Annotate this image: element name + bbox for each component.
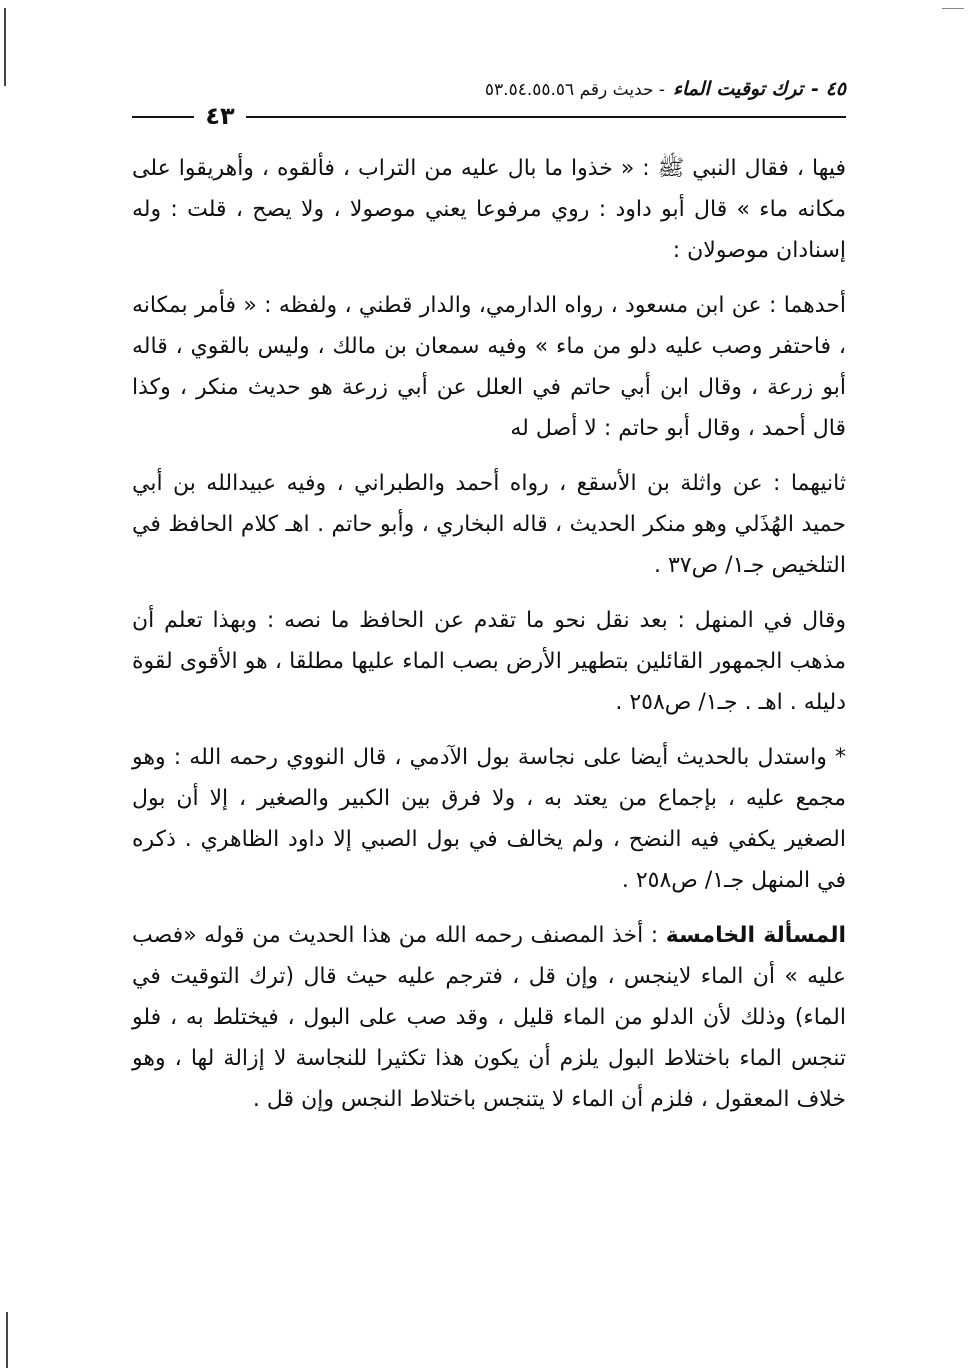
header-section-title: ترك توقيت الماء (673, 78, 804, 100)
paragraph-text: فيها ، فقال النبي ﷺ : « خذوا ما بال عليه من التراب ، فألقوه ، وأهريقوا على مكانه ماء » قال أبو داود : روي مرفوعا يعني موصولا ، ولا يصح ، قلت : وله إسنادان موصولان : (132, 156, 846, 263)
paragraph (132, 600, 846, 723)
paragraph (132, 285, 846, 449)
header-hadith-label: - حديث رقم ٥٣.٥٤.٥٥.٥٦ (484, 80, 666, 100)
page-number: ٤٣ (194, 102, 246, 130)
paragraph-text: : أخذ المصنف رحمه الله من هذا الحديث من قوله «فصب عليه » أن الماء لاينجس ، وإن قل ، فترجم عليه حيث قال (ترك التوقيت في الماء) وذلك لأن الدلو من الماء قليل ، وقد صب على البول ، فيختلط به ، فلو تنجس الماء باختلاط البول يلزم أن يكون هذا تكثيرا للنجاسة لا إزالة لها ، وهو خلاف المعقول ، فلزم أن الماء لا يتنجس باختلاط النجس وإن قل . (132, 923, 846, 1112)
paragraph-text: أحدهما : عن ابن مسعود ، رواه الدارمي، والدار قطني ، ولفظه : « فأمر بمكانه ، فاحتفر وصب عليه دلو من ماء » وفيه سمعان بن مالك ، وليس بالقوي ، قاله أبو زرعة ، وقال ابن أبي حاتم في العلل عن أبي زرعة هو حديث منكر ، وكذا قال أحمد ، وقال أبو حاتم : لا أصل له (132, 293, 846, 441)
header-section-number: ٤٥ - (811, 78, 846, 100)
scan-edge-mark (4, 8, 6, 86)
header-title-line (485, 78, 846, 100)
paragraph-text: وقال في المنهل : بعد نقل نحو ما تقدم عن الحافظ ما نصه : وبهذا تعلم أن مذهب الجمهور القائلين بتطهير الأرض بصب الماء عليها مطلقا ، هو الأقوى لقوة دليله . اهـ . جـ١/ ص٢٥٨ . (132, 608, 846, 715)
paragraph (132, 737, 846, 901)
issue-heading: المسألة الخامسة (665, 923, 846, 948)
scan-edge-mark (6, 1312, 8, 1368)
paragraph (132, 463, 846, 586)
paragraph (132, 915, 846, 1120)
running-header (132, 78, 846, 130)
paragraph (132, 148, 846, 271)
page-body (132, 148, 846, 1134)
paragraph-text: ثانيهما : عن واثلة بن الأسقع ، رواه أحمد والطبراني ، وفيه عبيدالله بن أبي حميد الهُذَلي وهو منكر الحديث ، قاله البخاري ، وأبو حاتم . اهـ كلام الحافظ في التلخيص جـ١/ ص٣٧ . (132, 471, 846, 578)
scan-edge-mark (942, 8, 964, 9)
paragraph-text: * واستدل بالحديث أيضا على نجاسة بول الآدمي ، قال النووي رحمه الله : وهو مجمع عليه ، بإجماع من يعتد به ، ولا فرق بين الكبير والصغير ، إلا أن بول الصغير يكفي فيه النضح ، ولم يخالف في بول الصبي إلا داود الظاهري . ذكره في المنهل جـ١/ ص٢٥٨ . (132, 745, 846, 893)
